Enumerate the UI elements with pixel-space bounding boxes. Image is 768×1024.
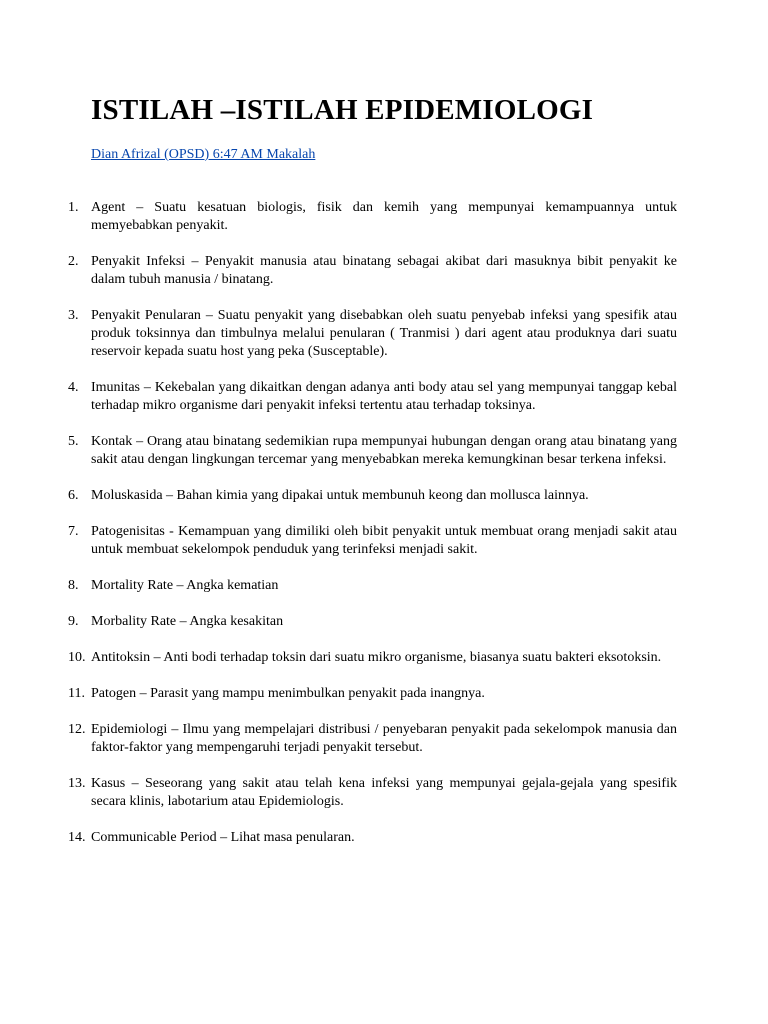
item-number: 2. [68, 254, 79, 269]
item-text: Patogenisitas - Kemampuan yang dimiliki oleh bibit penyakit untuk membuat orang menjadi sakit atau untuk membuat sekelompok penduduk yang terinfeksi menjadi sakit. [91, 524, 677, 557]
list-item [0, 829, 677, 847]
list-item [0, 649, 677, 667]
item-number: 4. [68, 380, 79, 395]
item-text: Imunitas – Kekebalan yang dikaitkan dengan adanya anti body atau sel yang mempunyai tanggap kebal terhadap mikro organisme dari penyakit infeksi tertentu atau terhadap toksinya. [91, 380, 677, 413]
item-number: 3. [68, 308, 79, 323]
list-item [0, 685, 677, 703]
list-item [0, 433, 677, 469]
item-text: Moluskasida – Bahan kimia yang dipakai untuk membunuh keong dan mollusca lainnya. [91, 488, 589, 503]
list-item [0, 775, 677, 811]
item-text: Morbality Rate – Angka kesakitan [91, 614, 284, 629]
term-list [0, 199, 768, 865]
item-text: Penyakit Infeksi – Penyakit manusia atau binatang sebagai akibat dari masuknya bibit penyakit ke dalam tubuh manusia / binatang. [91, 254, 677, 287]
item-text: Kontak – Orang atau binatang sedemikian rupa mempunyai hubungan dengan orang atau binatang yang sakit atau dengan lingkungan tercemar yang menyebabkan mereka kemungkinan besar terkena infeksi. [91, 434, 677, 467]
item-text: Kasus – Seseorang yang sakit atau telah kena infeksi yang mempunyai gejala-gejala yang spesifik secara klinis, labotarium atau Epidemiologis. [91, 776, 677, 809]
author-byline-link[interactable]: Dian Afrizal (OPSD) 6:47 AM Makalah [91, 147, 316, 162]
item-number: 1. [68, 200, 79, 215]
item-text: Antitoksin – Anti bodi terhadap toksin dari suatu mikro organisme, biasanya suatu bakteri eksotoksin. [91, 650, 662, 665]
item-text: Penyakit Penularan – Suatu penyakit yang disebabkan oleh suatu penyebab infeksi yang spesifik atau produk toksinnya dan timbulnya melalui penularan ( Tranmisi ) dari agent atau produknya dari suatu reservoir kepada suatu host yang peka (Susceptable). [91, 308, 677, 359]
item-number: 13. [68, 776, 86, 791]
item-number: 14. [68, 830, 86, 845]
list-item [0, 523, 677, 559]
list-item [0, 487, 677, 505]
item-text: Patogen – Parasit yang mampu menimbulkan penyakit pada inangnya. [91, 686, 485, 701]
list-item [0, 307, 677, 361]
item-number: 11. [68, 686, 85, 701]
list-item [0, 199, 677, 235]
item-number: 12. [68, 722, 86, 737]
item-number: 7. [68, 524, 79, 539]
item-text: Agent – Suatu kesatuan biologis, fisik dan kemih yang mempunyai kemampuannya untuk memyebabkan penyakit. [91, 200, 677, 233]
item-number: 8. [68, 578, 79, 593]
item-text: Mortality Rate – Angka kematian [91, 578, 279, 593]
item-text: Communicable Period – Lihat masa penularan. [91, 830, 355, 845]
item-number: 6. [68, 488, 79, 503]
list-item [0, 379, 677, 415]
item-number: 10. [68, 650, 86, 665]
list-item [0, 577, 677, 595]
list-item [0, 613, 677, 631]
item-number: 9. [68, 614, 79, 629]
list-item [0, 721, 677, 757]
item-text: Epidemiologi – Ilmu yang mempelajari distribusi / penyebaran penyakit pada sekelompok manusia dan faktor-faktor yang mempengaruhi terjadi penyakit tersebut. [91, 722, 677, 755]
item-number: 5. [68, 434, 79, 449]
list-item [0, 253, 677, 289]
document-title: ISTILAH –ISTILAH EPIDEMIOLOGI [91, 94, 594, 126]
